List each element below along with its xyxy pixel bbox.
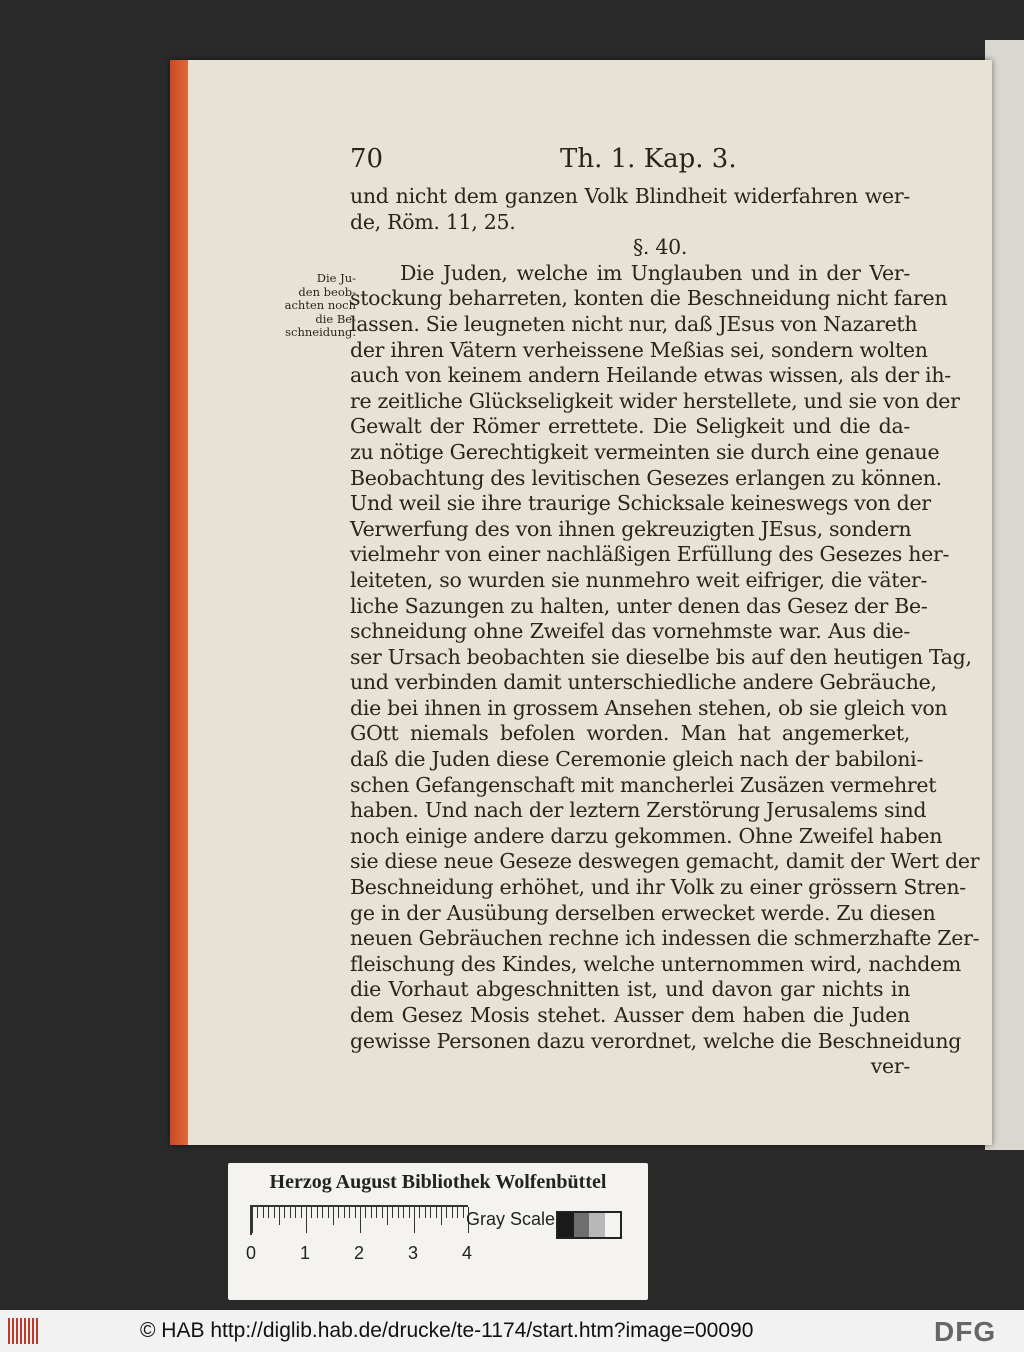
ruler-tick xyxy=(371,1207,372,1218)
text-line: leiteten, so wurden sie nunmehro weit eifriger, die väter- xyxy=(350,567,928,592)
text-line: Beschneidung erhöhet, und ihr Volk zu einer grössern Stren- xyxy=(350,875,966,900)
text-line: auch von keinem andern Heilande etwas wissen, als der ih- xyxy=(350,363,951,388)
text-line: stockung beharreten, konten die Beschneidung nicht faren xyxy=(350,286,948,311)
text-line: der ihren Vätern verheissene Meßias sei, sondern wolten xyxy=(350,337,928,362)
text-line: noch einige andere darzu gekommen. Ohne Zweifel haben xyxy=(350,823,943,848)
ruler-tick xyxy=(349,1207,350,1218)
gray-scale-swatches xyxy=(556,1211,622,1239)
book-page xyxy=(170,60,992,1145)
text-line: schen Gefangenschaft mit mancherlei Zusäzen vermehret xyxy=(350,772,937,797)
text-line: de, Röm. 11, 25. xyxy=(350,209,516,234)
gray-scale-label: Gray Scale xyxy=(466,1209,556,1229)
ruler-tick xyxy=(376,1207,377,1218)
text-line: zu nötige Gerechtigkeit vermeinten sie durch eine genaue xyxy=(350,439,940,464)
ruler-tick xyxy=(355,1207,356,1218)
ruler-tick xyxy=(311,1207,312,1218)
ruler-tick xyxy=(284,1207,285,1218)
text-line: vielmehr von einer nachläßigen Erfüllung des Gesezes her- xyxy=(350,542,950,567)
ruler-tick xyxy=(387,1207,388,1225)
text-line: Beobachtung des levitischen Gesezes erlangen zu können. xyxy=(350,465,942,490)
text-line: die bei ihnen in grossem Ansehen stehen, ob sie gleich von xyxy=(350,695,948,720)
ruler-tick xyxy=(263,1207,264,1218)
ruler-tick xyxy=(322,1207,323,1218)
ruler-tick xyxy=(279,1207,280,1225)
ruler-tick xyxy=(425,1207,426,1218)
text-line: Die Juden, welche im Unglauben und in der Ver- xyxy=(400,260,910,285)
ruler-tick xyxy=(306,1207,307,1233)
section-heading: §. 40. xyxy=(632,235,688,260)
ruler-number: 0 xyxy=(246,1243,257,1263)
text-line: Verwerfung des von ihnen gekreuzigten JEsus, sondern xyxy=(350,516,912,541)
ruler-tick xyxy=(328,1207,329,1218)
ruler-tick xyxy=(268,1207,269,1218)
text-line: ser Ursach beobachten sie dieselbe bis auf den heutigen Tag, xyxy=(350,644,972,669)
gray-swatch xyxy=(589,1213,605,1237)
ruler-tick xyxy=(430,1207,431,1218)
text-line: sie diese neue Geseze deswegen gemacht, damit der Wert der xyxy=(350,849,980,874)
text-line: liche Sazungen zu halten, unter denen das Gesez der Be- xyxy=(350,593,928,618)
margin-note-line: achten noch xyxy=(284,298,356,312)
text-line: gewisse Personen dazu verordnet, welche die Beschneidung xyxy=(350,1028,962,1053)
ruler-tick xyxy=(365,1207,366,1218)
ruler-number: 3 xyxy=(408,1243,419,1263)
text-line: ge in der Ausübung derselben erwecket werde. Zu diesen xyxy=(350,900,936,925)
barcode-icon xyxy=(8,1318,38,1344)
ruler-tick xyxy=(441,1207,442,1225)
ruler-tick xyxy=(457,1207,458,1218)
text-line: daß die Juden diese Ceremonie gleich nach der babiloni- xyxy=(350,747,924,772)
ruler-number: 1 xyxy=(300,1243,311,1263)
ruler-tick xyxy=(360,1207,361,1233)
text-line: GOtt niemals befolen worden. Man hat angemerket, xyxy=(350,721,910,746)
ruler-tick xyxy=(414,1207,415,1233)
source-link[interactable]: © HAB http://diglib.hab.de/drucke/te-1174/start.htm?image=00090 xyxy=(140,1319,754,1342)
ruler-tick xyxy=(452,1207,453,1218)
ruler-tick xyxy=(398,1207,399,1218)
gray-swatch xyxy=(558,1213,574,1237)
margin-note-line: schneidung. xyxy=(285,325,356,339)
ruler-tick xyxy=(344,1207,345,1218)
ruler-tick xyxy=(290,1207,291,1218)
ruler-number: 4 xyxy=(462,1243,473,1263)
color-reference-card xyxy=(228,1163,648,1300)
chapter-title: Th. 1. Kap. 3. xyxy=(560,144,737,174)
text-line: Und weil sie ihre traurige Schicksale keineswegs von der xyxy=(350,491,931,516)
margin-note-line: die Be- xyxy=(315,311,356,326)
ruler-tick xyxy=(403,1207,404,1218)
text-line: und verbinden damit unterschiedliche andere Gebräuche, xyxy=(350,670,937,695)
ruler-tick xyxy=(252,1207,253,1233)
ruler-tick xyxy=(392,1207,393,1218)
text-line: lassen. Sie leugneten nicht nur, daß JEsus von Nazareth xyxy=(350,311,918,336)
ruler-tick xyxy=(274,1207,275,1218)
margin-note-line: den beob- xyxy=(298,284,356,299)
ruler-tick xyxy=(409,1207,410,1218)
gray-swatch xyxy=(574,1213,590,1237)
text-line: und nicht dem ganzen Volk Blindheit widerfahren wer- xyxy=(350,184,910,208)
ruler-tick xyxy=(295,1207,296,1218)
ruler-tick xyxy=(419,1207,420,1218)
dfg-logo: DFG xyxy=(934,1316,997,1347)
page-number: 70 xyxy=(350,144,384,174)
text-line: haben. Und nach der leztern Zerstörung Jerusalems sind xyxy=(350,798,927,823)
ruler-tick xyxy=(463,1207,464,1218)
margin-note xyxy=(266,272,356,340)
ruler-tick xyxy=(338,1207,339,1218)
ruler-tick xyxy=(333,1207,334,1225)
gray-swatch xyxy=(605,1213,621,1237)
text-line: die Vorhaut abgeschnitten ist, und davon gar nichts in xyxy=(350,977,910,1002)
margin-note-line: Die Ju- xyxy=(316,271,356,285)
text-line: Gewalt der Römer errettete. Die Seligkeit und die da- xyxy=(350,414,910,439)
text-line: schneidung ohne Zweifel das vornehmste war. Aus die- xyxy=(350,619,910,644)
body-text xyxy=(350,184,980,1080)
text-line: neuen Gebräuchen rechne ich indessen die schmerzhafte Zer- xyxy=(350,926,980,951)
text-line: dem Gesez Mosis stehet. Ausser dem haben die Juden xyxy=(350,1003,910,1027)
scale-ruler xyxy=(250,1205,468,1235)
text-line: re zeitliche Glückseligkeit wider herstellete, und sie von der xyxy=(350,388,960,413)
text-line: fleischung des Kindes, welche unternommen wird, nachdem xyxy=(350,951,962,976)
library-name: Herzog August Bibliothek Wolfenbüttel xyxy=(269,1171,607,1193)
viewer-footer xyxy=(0,1310,1024,1352)
ruler-number: 2 xyxy=(354,1243,365,1263)
ruler-tick xyxy=(317,1207,318,1218)
ruler-tick xyxy=(382,1207,383,1218)
ruler-tick xyxy=(257,1207,258,1218)
page-red-edge xyxy=(170,60,188,1145)
ruler-tick xyxy=(436,1207,437,1218)
catchword: ver- xyxy=(870,1054,910,1079)
ruler-tick xyxy=(446,1207,447,1218)
ruler-tick xyxy=(301,1207,302,1218)
